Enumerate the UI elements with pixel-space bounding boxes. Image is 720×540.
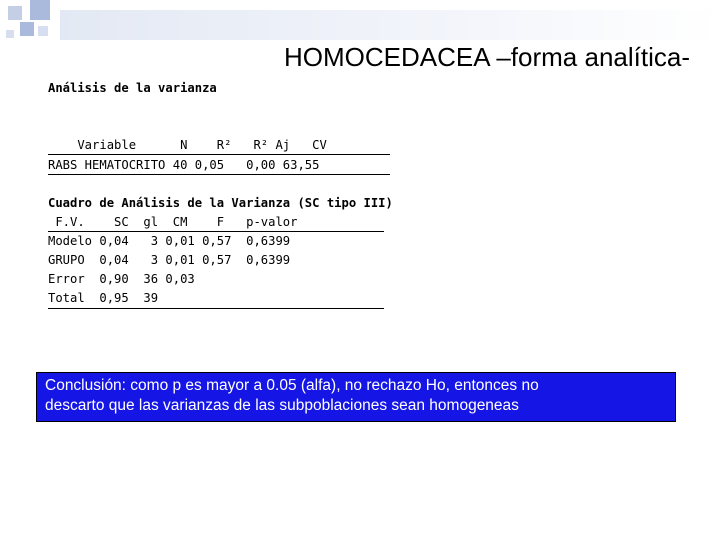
anova-table-row: Total 0,95 39 xyxy=(48,291,159,305)
summary-rule-top xyxy=(48,154,390,155)
anova-heading: Análisis de la varianza xyxy=(48,81,217,95)
summary-header: Variable N R² R² Aj CV xyxy=(48,138,342,152)
slide-title: HOMOCEDACEA –forma analítica- xyxy=(283,42,690,72)
decorative-square xyxy=(6,30,14,38)
decorative-square xyxy=(38,26,48,36)
anova-table-row: Modelo 0,04 3 0,01 0,57 0,6399 xyxy=(48,234,291,248)
anova-table-header: F.V. SC gl CM F p-valor xyxy=(48,215,298,229)
anova-table-row: Error 0,90 36 0,03 xyxy=(48,272,195,286)
title-bar-decoration xyxy=(60,10,720,40)
anova-table-heading: Cuadro de Análisis de la Varianza (SC tipo III) xyxy=(48,196,393,210)
decorative-square xyxy=(8,6,22,20)
summary-row: RABS HEMATOCRITO 40 0,05 0,00 63,55 xyxy=(48,158,320,172)
conclusion-line: Conclusión: como p es mayor a 0.05 (alfa), no rechazo Ho, entonces no xyxy=(45,377,539,394)
decorative-square xyxy=(20,22,34,36)
anova-table-row: GRUPO 0,04 3 0,01 0,57 0,6399 xyxy=(48,253,291,267)
conclusion-line: descarto que las varianzas de las subpoblaciones sean homogeneas xyxy=(45,397,519,414)
summary-rule-bottom xyxy=(48,174,390,175)
conclusion-box xyxy=(36,372,676,422)
anova-table-rule-bottom xyxy=(48,308,384,309)
decorative-square xyxy=(30,0,50,20)
